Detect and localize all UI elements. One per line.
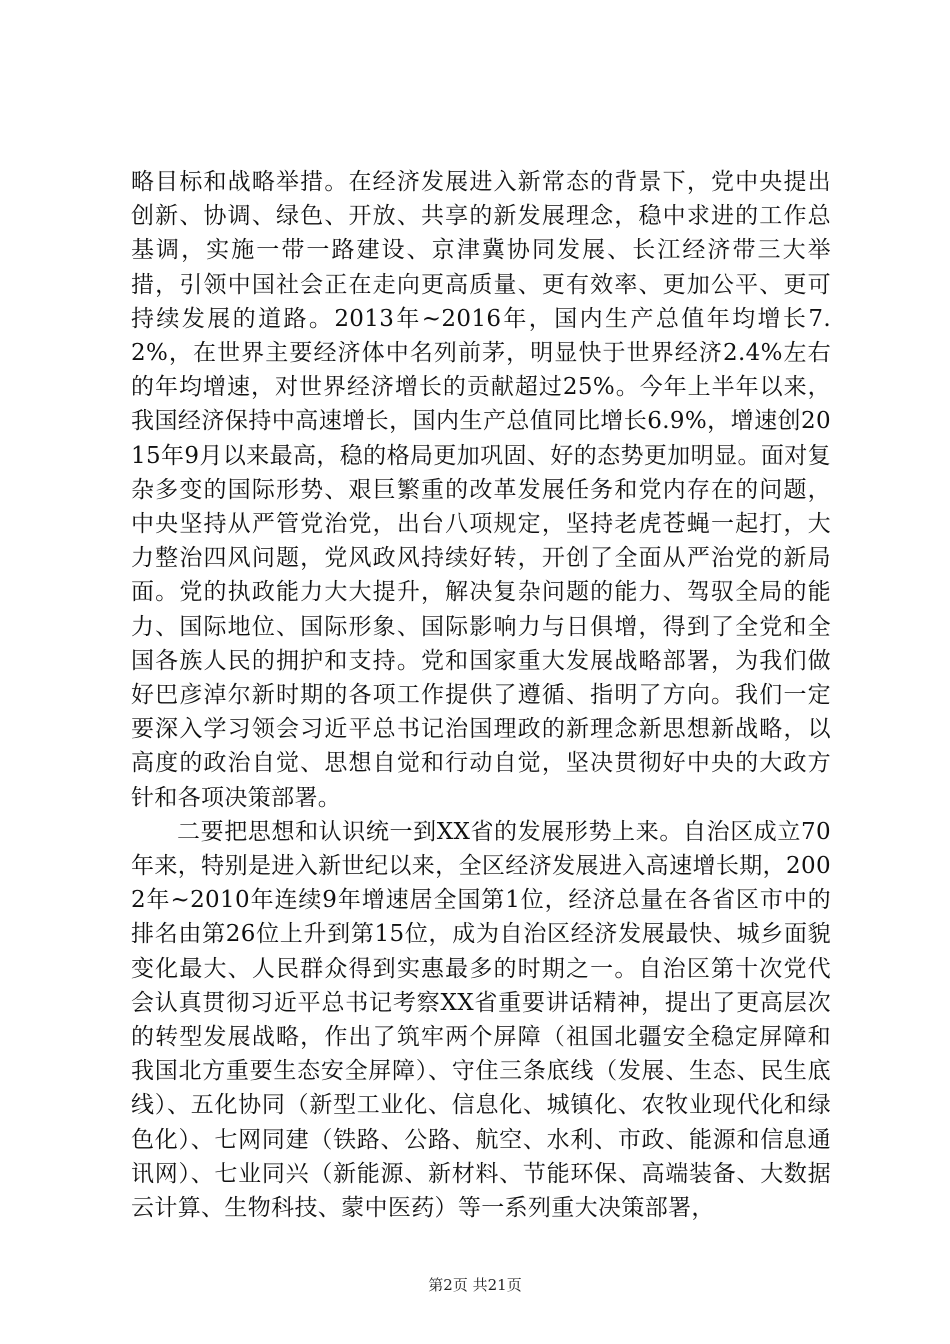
paragraph-2: 二要把思想和认识统一到XX省的发展形势上来。自治区成立70年来，特别是进入新世纪以来，全区经济发展进入高速增长期，2002年~2010年连续9年增速居全国第1位，经济总量在各省区市中的排名由第26位上升到第15位，成为自治区经济发展最快、城乡面貌变化最大、人民群众得到实惠最多的时期之一。自治区第十次党代会认真贯彻习近平总书记考察XX省重要讲话精神，提出了更高层次的转型发展战略，作出了筑牢两个屏障（祖国北疆安全稳定屏障和我国北方重要生态安全屏障）、守住三条底线（发展、生态、民生底线）、五化协同（新型工业化、信息化、城镇化、农牧业现代化和绿色化）、七网同建（铁路、公路、航空、水利、市政、能源和信息通讯网）、七业同兴（新能源、新材料、节能环保、高端装备、大数据云计算、生物科技、蒙中医药）等一系列重大决策部署，: [131, 818, 831, 1222]
body-text: [131, 165, 831, 1225]
paragraph-1: 略目标和战略举措。在经济发展进入新常态的背景下，党中央提出创新、协调、绿色、开放、共享的新发展理念，稳中求进的工作总基调，实施一带一路建设、京津冀协同发展、长江经济带三大举措，引领中国社会正在走向更高质量、更有效率、更加公平、更可持续发展的道路。2013年~2016年，国内生产总值年均增长7.2%，在世界主要经济体中名列前茅，明显快于世界经济2.4%左右的年均增速，对世界经济增长的贡献超过25%。今年上半年以来，我国经济保持中高速增长，国内生产总值同比增长6.9%，增速创2015年9月以来最高，稳的格局更加巩固、好的态势更加明显。面对复杂多变的国际形势、艰巨繁重的改革发展任务和党内存在的问题，中央坚持从严管党治党，出台八项规定，坚持老虎苍蝇一起打，大力整治四风问题，党风政风持续好转，开创了全面从严治党的新局面。党的执政能力大大提升，解决复杂问题的能力、驾驭全局的能力、国际地位、国际形象、国际影响力与日俱增，得到了全党和全国各族人民的拥护和支持。党和国家重大发展战略部署，为我们做好巴彦淖尔新时期的各项工作提供了遵循、指明了方向。我们一定要深入学习领会习近平总书记治国理政的新理念新思想新战略，以高度的政治自觉、思想自觉和行动自觉，坚决贯彻好中央的大政方针和各项决策部署。: [131, 169, 831, 811]
page-footer: 第2页 共21页: [428, 1276, 522, 1294]
